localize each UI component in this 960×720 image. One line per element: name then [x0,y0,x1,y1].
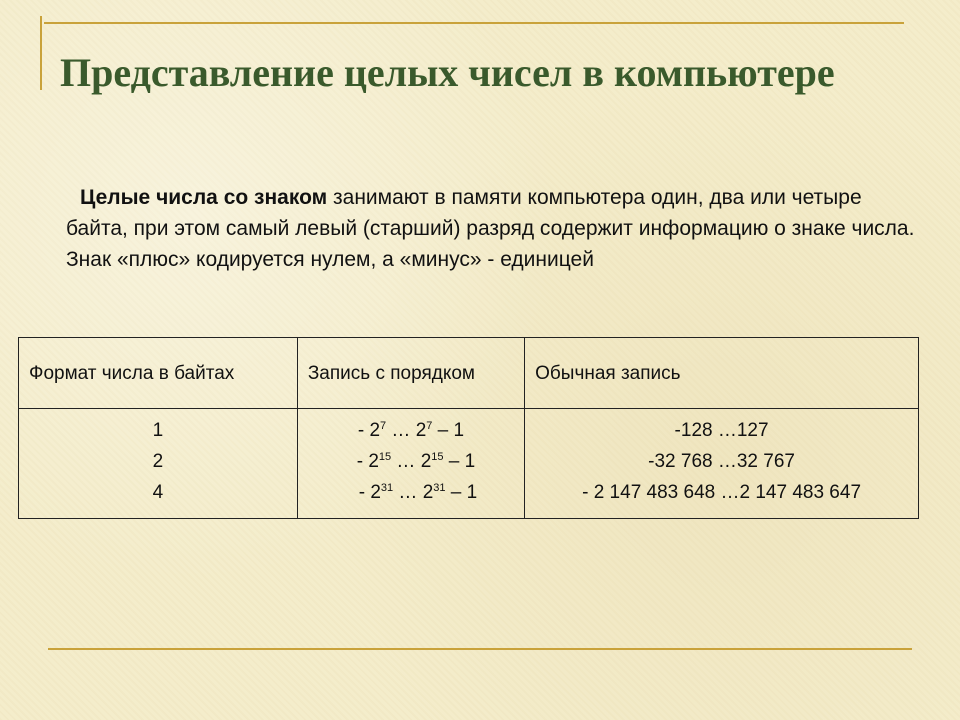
top-rule [44,22,904,24]
plain-range: -128 …127 [674,420,769,441]
header-plain: Обычная запись [525,338,919,409]
bytes-value: 4 [152,482,164,503]
header-power: Запись с порядком [297,338,524,409]
bytes-cell [19,409,298,519]
bytes-value: 1 [152,420,164,441]
power-range: - $2^{15}$ … $2^{15} - 1$ [356,451,476,472]
header-bytes: Формат числа в байтах [19,338,298,409]
plain-range: - 2 147 483 648 …2 147 483 647 [582,482,862,503]
intro-text: занимают в памяти компьютера один, два или четыре байта, при этом самый левый (старший) разряд содержит информацию о знаке числа. Знак «плюс» кодируется нулем, а «минус» - единицей [66,186,915,271]
table-header-row [19,338,919,409]
number-format-table [18,337,919,519]
power-cell [297,409,524,519]
power-range: - $2^7$ … $2^7 - 1$ [357,420,465,441]
plain-cell [525,409,919,519]
plain-range: -32 768 …32 767 [648,451,795,472]
bottom-rule [48,648,912,650]
left-rule [40,16,42,90]
table-row [19,409,919,519]
bytes-value: 2 [152,451,164,472]
intro-lead: Целые числа со знаком [80,186,328,209]
slide-title: Представление целых чисел в компьютере [60,50,835,95]
power-range: - $2^{31}$ … $2^{31} - 1$ [358,482,478,503]
intro-paragraph [66,182,916,275]
